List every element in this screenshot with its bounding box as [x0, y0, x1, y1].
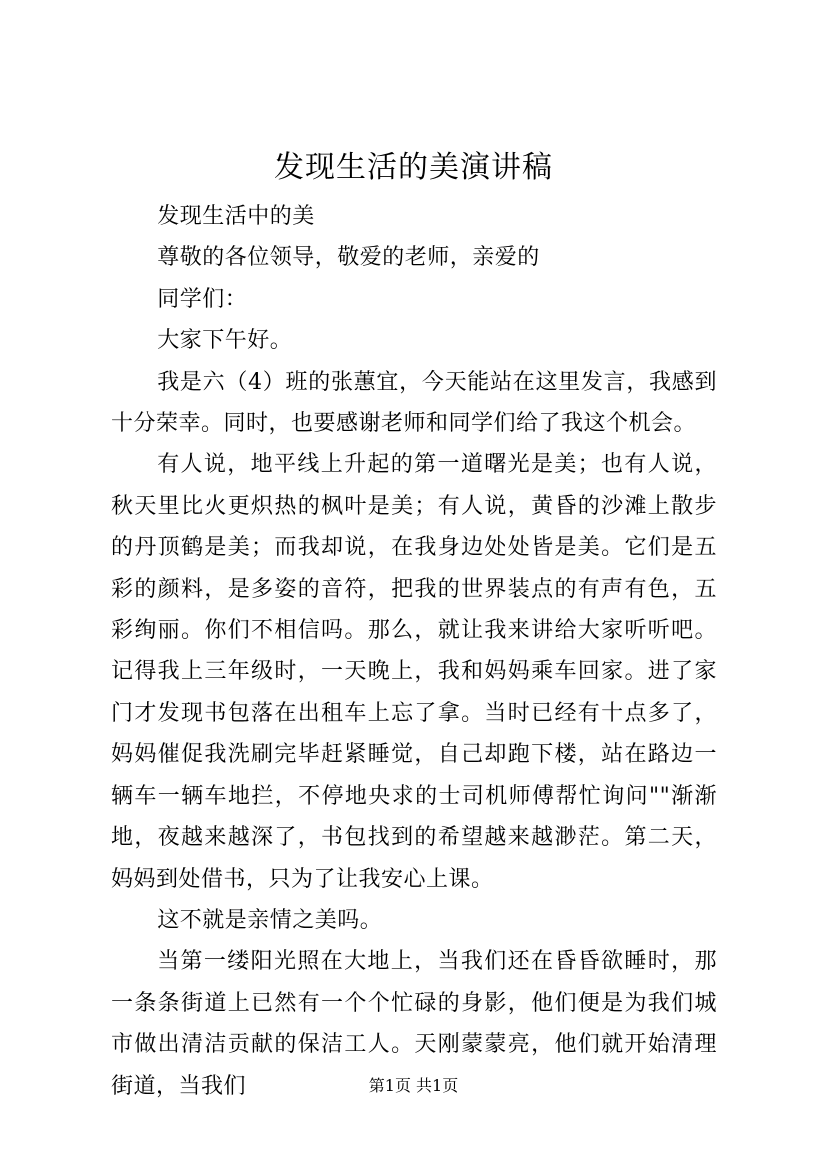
paragraph-subtitle: 发现生活中的美 [157, 204, 315, 229]
paragraph-salutation-cont: 同学们： [157, 286, 248, 312]
document-body [111, 196, 717, 1107]
paragraph-greeting: 大家下午好。 [157, 328, 293, 354]
page-footer: 第1页 共1页 [368, 1076, 459, 1095]
paragraph-family-beauty: 这不就是亲情之美吗。 [157, 907, 383, 933]
document-title: 发现生活的美演讲稿 [274, 150, 553, 185]
paragraph-cleaners: 当第一缕阳光照在大地上，当我们还在昏昏欲睡时，那一条条街道上已然有一个个忙碌的身影，他们便是为我们城市做出清洁贡献的保洁工人。天刚蒙蒙亮，他们就开始清理街道，当我们 [111, 949, 717, 1099]
paragraph-salutation: 尊敬的各位领导，敬爱的老师，亲爱的 [157, 245, 540, 271]
paragraph-family-story: 有人说，地平线上升起的第一道曙光是美；也有人说，秋天里比火更炽热的枫叶是美；有人说，黄昏的沙滩上散步的丹顶鹤是美；而我却说，在我身边处处皆是美。它们是五彩的颜料，是多姿的音符，把我的世界装点的有声有色，五彩绚丽。你们不相信吗。那么，就让我来讲给大家听听吧。记得我上三年级时，一天晚上，我和妈妈乘车回家。进了家门才发现书包落在出租车上忘了拿。当时已经有十点多了，妈妈催促我洗刷完毕赶紧睡觉，自己却跑下楼，站在路边一辆车一辆车地拦，不停地央求的士司机师傅帮忙询问""渐渐地，夜越来越深了，书包找到的希望越来越渺茫。第二天，妈妈到处借书，只为了让我安心上课。 [111, 452, 717, 892]
paragraph-introduction: 我是六（4）班的张蕙宜，今天能站在这里发言，我感到十分荣幸。同时，也要感谢老师和同学们给了我这个机会。 [111, 369, 717, 437]
